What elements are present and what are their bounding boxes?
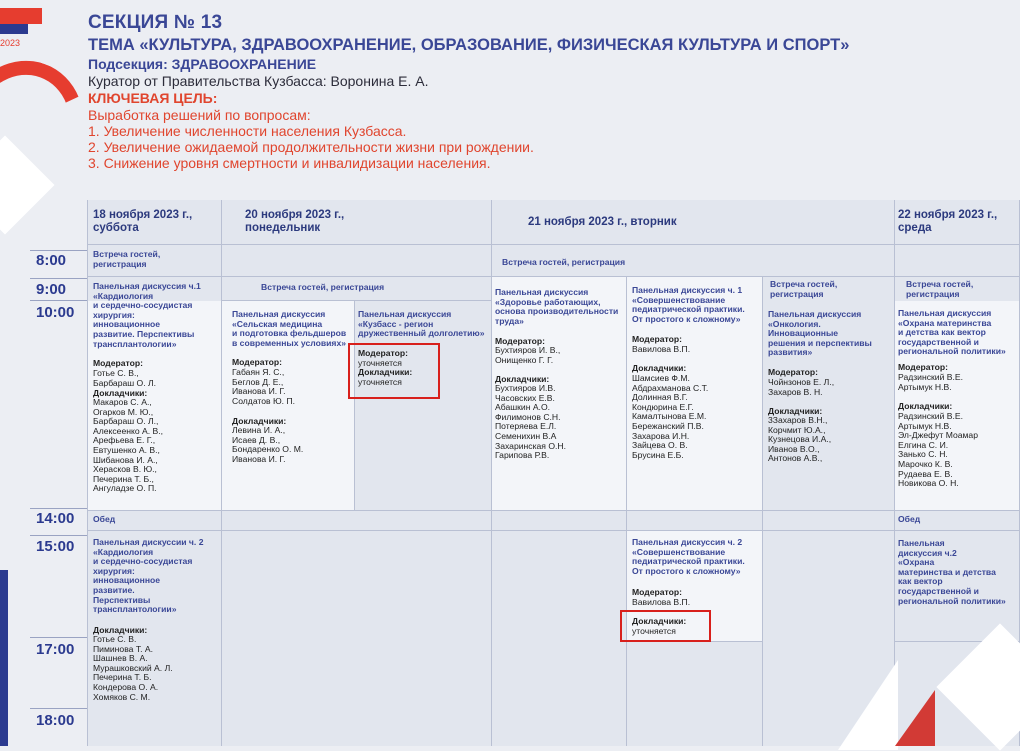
speakers-label: Докладчики: [632,616,687,626]
moderator-label: Модератор: [768,367,819,377]
goal-item: 3. Снижение уровня смертности и инвалидизации населения. [88,155,491,171]
moderator-label: Модератор: [358,348,409,358]
moderator-list: Вавилова В.П. [632,344,691,354]
time-label: 17:00 [36,641,75,658]
moderator-list: Чойнзонов Е. Л., Захаров В. Н. [768,377,835,397]
speakers-label: Докладчики: [358,367,413,377]
speakers-list: Шамсиев Ф.М. Абдрахманова С.Т. Долинная В.Г. Кондюрина Е.Г. Камалтынова Е.М. Бережанский П.В. Захарова И.Н. Зайцева О. В. Брусина Е.Б. [632,373,709,460]
goal-intro: Выработка решений по вопросам: [88,107,311,123]
decor-red-triangle [895,690,935,746]
moderator-label: Модератор: [495,336,546,346]
moderator-list: Вавилова В.П. [632,597,691,607]
moderator-label: Модератор: [632,587,683,597]
moderator-list: Радзинский В.Е. Артымук Н.В. [898,372,964,392]
time-label: 15:00 [36,538,75,555]
panel-title: Панельная дискуссия «Охрана материнства и детства как вектор государственной и региональной политики» [898,308,1006,357]
registration-cell: Встреча гостей, регистрация [770,279,838,299]
speakers-label: Докладчики: [232,416,287,426]
panel-title: Панельная дискуссия ч.1 «Кардиология и сердечно-сосудистая хирургия: инновационное развитие. Перспективы трансплантологии» [93,281,201,349]
speakers-list: 3Захаров В.Н., Корчмит Ю.А., Кузнецова И.А., Иванов В.О., Антонов А.В., [768,415,832,464]
moderator-label: Модератор: [898,362,949,372]
speakers-list: уточняется [358,377,402,387]
theme-title: ТЕМА «КУЛЬТУРА, ЗДРАВООХРАНЕНИЕ, ОБРАЗОВАНИЕ, ФИЗИЧЕСКАЯ КУЛЬТУРА И СПОРТ» [88,36,850,54]
speakers-list: Левина И. А., Исаев Д. В., Бондаренко О. М. Иванова И. Г. [232,425,304,464]
panel-title: Панельная дискуссия ч.2 «Охрана материнства и детства как вектор государственной и региональной политики» [898,538,1006,606]
decor-year: 2023 [0,38,21,48]
decor-blue-stripe [0,570,8,746]
speakers-label: Докладчики: [632,363,687,373]
panel-title: Панельная дискуссия ч. 2 «Совершенствование педиатрической практики. От простого к сложному» [632,537,745,576]
subsection: Подсекция: ЗДРАВООХРАНЕНИЕ [88,56,317,72]
time-label: 14:00 [36,510,75,527]
time-label: 18:00 [36,712,75,729]
panel-title: Панельная дискуссия ч. 1 «Совершенствование педиатрической практики. От простого к сложному» [632,285,745,324]
moderator-label: Модератор: [93,358,144,368]
highlight-box [620,610,711,642]
decor-white-triangle [838,660,898,750]
decor-blue-bar [0,24,28,34]
goal-label: КЛЮЧЕВАЯ ЦЕЛЬ: [88,90,218,106]
moderator-list: Готье С. В., Барбараш О. Л. [93,368,157,388]
time-label: 9:00 [36,281,67,298]
panel-title: Панельная дискуссия «Онкология. Инновационные решения и перспективы развития» [768,309,872,358]
registration-cell: Встреча гостей, регистрация [906,279,974,299]
day-header: 22 ноября 2023 г., среда [898,209,998,234]
speakers-list: Макаров С. А., Огарков М. Ю., Барбараш О. Л., Алексеенко А. В., Арефьева Е. Г., Евтушенко А. В., Шибанова И. А., Херасков В. Ю., Печерина Т. Б., Ангуладзе О. П. [93,397,164,494]
decor-red-bar [0,8,42,24]
speakers-label: Докладчики: [768,406,823,416]
curator: Куратор от Правительства Кузбасса: Воронина Е. А. [88,73,429,89]
moderator-label: Модератор: [232,357,283,367]
panel-title: Панельная дискуссия «Здоровье работающих, основа производительности труда» [495,287,619,326]
speakers-label: Докладчики: [93,388,148,398]
lunch-cell: Обед [898,514,921,524]
panel-title: Панельная дискуссия «Сельская медицина и подготовка фельдшеров в современных условиях» [232,309,347,348]
registration-cell: Встреча гостей, регистрация [93,249,161,269]
speakers-list: Готье С. В. Пиминова Т. А. Шашнев В. А. Мурашковский А. Л. Печерина Т. Б. Кондерова О. А. Хомяков С. М. [93,634,173,702]
time-label: 10:00 [36,304,75,321]
moderator-list: уточняется [358,358,402,368]
day-header: 21 ноября 2023 г., вторник [528,216,677,228]
section-title: СЕКЦИЯ № 13 [88,12,223,33]
moderator-list: Бухтияров И. В., Онищенко Г. Г. [495,345,561,365]
speakers-list: Бухтияров И.В. Часовских Е.В. Абашкин А.О. Филимонов С.Н. Потеряева Е.Л. Семенихин В.А Захаринская О.Н. Гарипова Р.В. [495,383,567,461]
speakers-label: Докладчики: [898,401,953,411]
speakers-label: Докладчики: [495,374,550,384]
speakers-list: уточняется [632,626,676,636]
time-label: 8:00 [36,252,67,269]
day-header: 18 ноября 2023 г., суббота [93,209,193,234]
panel-title: Панельная дискуссия «Кузбасс - регион дружественный долголетию» [358,309,485,339]
moderator-label: Модератор: [632,334,683,344]
speakers-label: Докладчики: [93,625,148,635]
goal-item: 2. Увеличение ожидаемой продолжительности жизни при рождении. [88,139,534,155]
moderator-list: Габаян Я. С., Беглов Д. Е., Иванова И. Г. Солдатов Ю. П. [232,367,296,406]
lunch-cell: Обед [93,514,116,524]
panel-title: Панельная дискуссии ч. 2 «Кардиология и сердечно-сосудистая хирургия: инновационное развитие. Перспективы трансплантологии» [93,537,204,615]
day-header: 20 ноября 2023 г., понедельник [245,209,345,234]
speakers-list: Радзинский В.Е. Артымук Н.В. Эл-Джефут Моамар Елгина С. И. Занько С. Н. Марочко К. В. Рудаева Е. В. Новикова О. Н. [898,411,978,489]
highlight-box [348,343,440,399]
registration-cell: Встреча гостей, регистрация [502,257,626,267]
registration-cell: Встреча гостей, регистрация [261,282,385,292]
goal-item: 1. Увеличение численности населения Кузбасса. [88,123,407,139]
